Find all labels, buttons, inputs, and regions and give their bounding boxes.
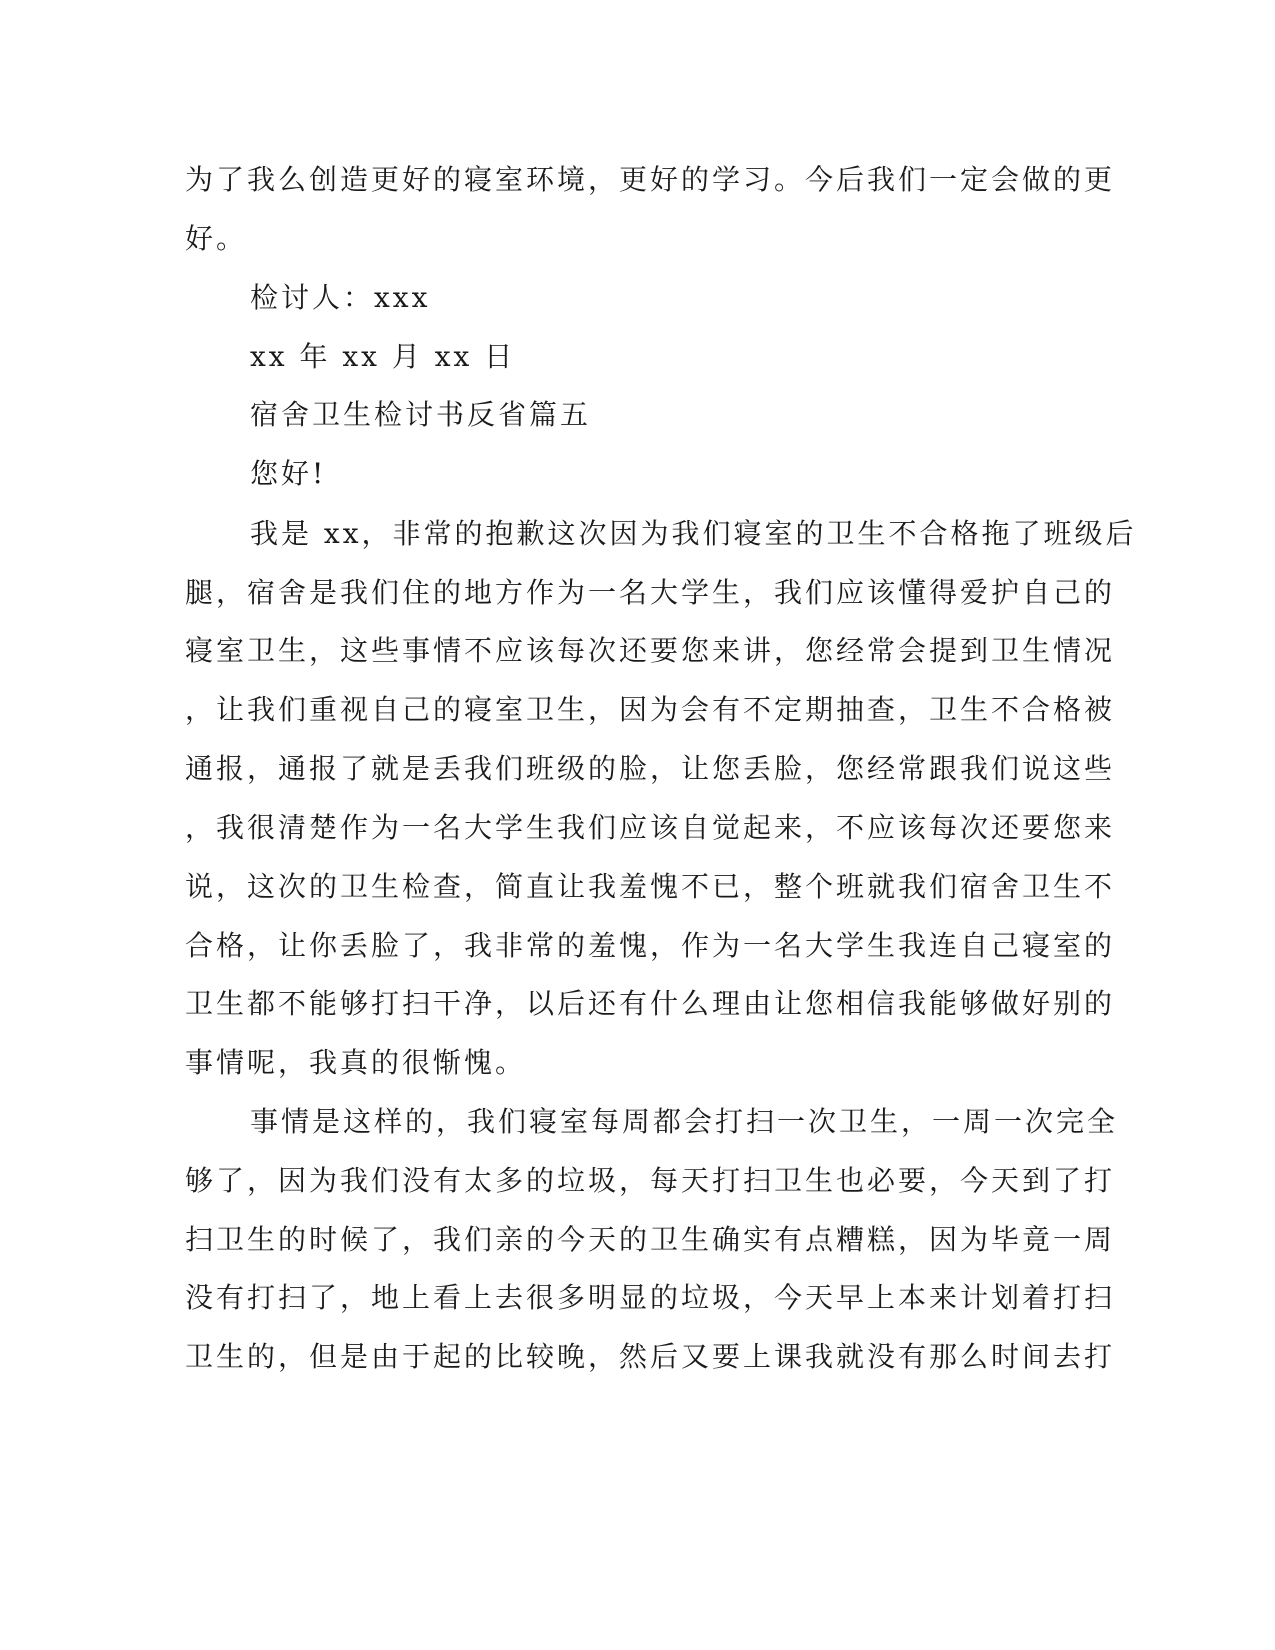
paragraph-line: 扫卫生的时候了，我们亲的今天的卫生确实有点糟糕，因为毕竟一周 <box>185 1223 1116 1256</box>
paragraph-line: 合格，让你丢脸了，我非常的羞愧，作为一名大学生我连自己寝室的 <box>185 929 1116 962</box>
body-line: 好。 <box>185 222 248 255</box>
paragraph-line: 说，这次的卫生检查，简直让我羞愧不已，整个班就我们宿舍卫生不 <box>185 870 1116 903</box>
paragraph-line: 没有打扫了，地上看上去很多明显的垃圾，今天早上本来计划着打扫 <box>185 1281 1116 1314</box>
paragraph-line: 事情呢，我真的很惭愧。 <box>185 1046 527 1079</box>
paragraph-line: 通报，通报了就是丢我们班级的脸，让您丢脸，您经常跟我们说这些 <box>185 752 1116 785</box>
section-title: 宿舍卫生检讨书反省篇五 <box>250 398 592 431</box>
greeting: 您好! <box>250 457 327 490</box>
paragraph-line: ，让我们重视自己的寝室卫生，因为会有不定期抽查，卫生不合格被 <box>185 693 1116 726</box>
body-line: 为了我么创造更好的寝室环境，更好的学习。今后我们一定会做的更 <box>185 163 1116 196</box>
paragraph-line: 腿，宿舍是我们住的地方作为一名大学生，我们应该懂得爱护自己的 <box>185 576 1116 609</box>
paragraph-line: 够了，因为我们没有太多的垃圾，每天打扫卫生也必要，今天到了打 <box>185 1164 1116 1197</box>
paragraph-line: 卫生都不能够打扫干净，以后还有什么理由让您相信我能够做好别的 <box>185 987 1116 1020</box>
paragraph-line: 卫生的，但是由于起的比较晚，然后又要上课我就没有那么时间去打 <box>185 1340 1116 1373</box>
signature-date: xx 年 xx 月 xx 日 <box>250 340 516 373</box>
paragraph-line: 寝室卫生，这些事情不应该每次还要您来讲，您经常会提到卫生情况 <box>185 634 1116 667</box>
signature-name: 检讨人：xxx <box>250 281 431 314</box>
paragraph-line: ，我很清楚作为一名大学生我们应该自觉起来，不应该每次还要您来 <box>185 811 1116 844</box>
paragraph-line: 事情是这样的，我们寝室每周都会打扫一次卫生，一周一次完全 <box>250 1105 1119 1138</box>
paragraph-line: 我是 xx，非常的抱歉这次因为我们寝室的卫生不合格拖了班级后 <box>250 517 1137 550</box>
